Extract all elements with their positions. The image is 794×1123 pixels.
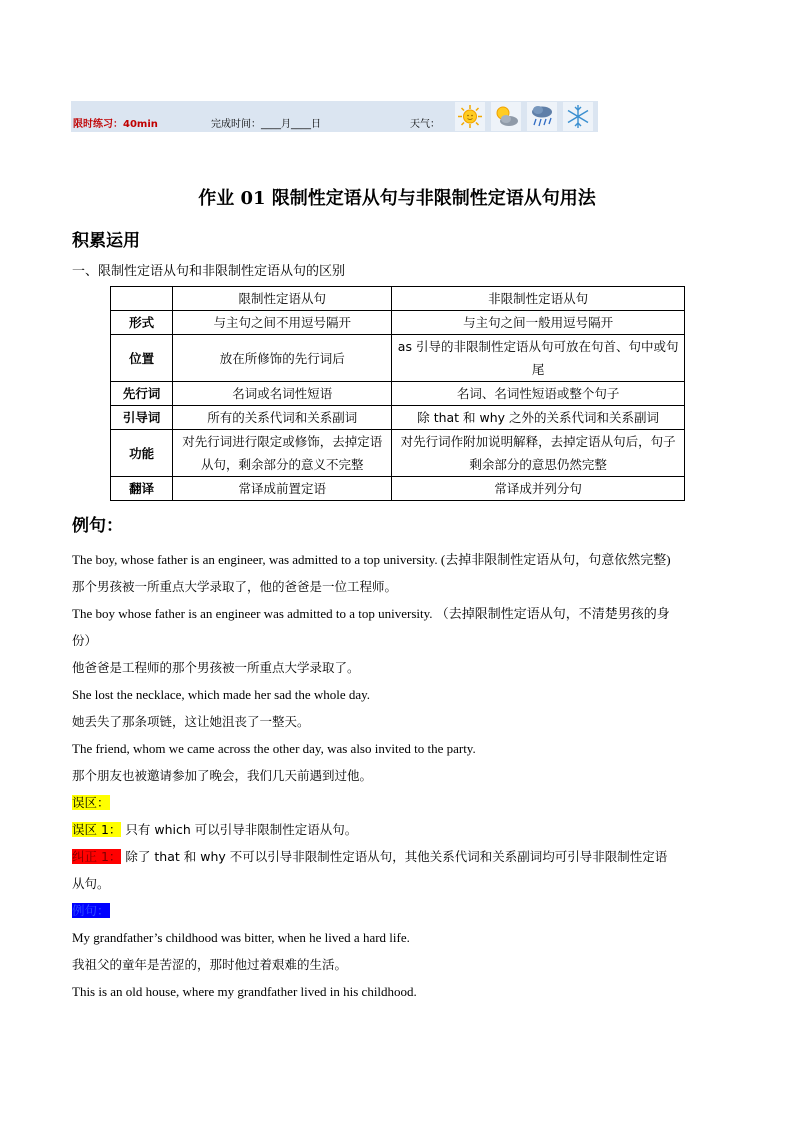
- example-sentence-en: My grandfather’s childhood was bitter, when he lived a hard life.: [72, 930, 410, 945]
- mistake-1-label: 误区 1：: [72, 822, 122, 837]
- example-sentence-en: The friend, whom we came across the other day, was also invited to the party.: [72, 741, 476, 756]
- row-header-cell: 功能: [111, 430, 173, 477]
- table-row: [111, 382, 685, 406]
- row-header-cell: 引导词: [111, 406, 173, 430]
- table-cell: 所有的关系代词和关系副词: [173, 406, 392, 430]
- table-header-row: [111, 287, 685, 311]
- header-bar: [71, 101, 598, 132]
- time-limit-label: 限时练习：40min: [73, 119, 158, 130]
- table-row: [111, 406, 685, 430]
- mistake-1-line: [72, 821, 357, 839]
- example-sentence-en: She lost the necklace, which made her sad the whole day.: [72, 687, 371, 702]
- example-sentence-en: This is an old house, where my grandfather lived in his childhood.: [72, 984, 417, 999]
- table-header-cell: [111, 287, 173, 311]
- table-caption: 一、限制性定语从句和非限制性定语从句的区别: [72, 264, 346, 279]
- table-row: [111, 430, 685, 477]
- row-header-cell: 翻译: [111, 477, 173, 501]
- table-cell: 除 that 和 why 之外的关系代词和关系副词: [392, 406, 685, 430]
- example-translation: 那个男孩被一所重点大学录取了，他的爸爸是一位工程师。: [72, 579, 398, 594]
- rain-icon[interactable]: [527, 102, 557, 131]
- example-label: 例句：: [72, 903, 110, 918]
- example-translation: 他爸爸是工程师的那个男孩被一所重点大学录取了。: [72, 660, 360, 675]
- mistake-1-text: 只有 which 可以引导非限制性定语从句。: [121, 822, 358, 837]
- table-cell: 对先行词作附加说明解释，去掉定语从句后，句子剩余部分的意思仍然完整: [392, 430, 685, 477]
- correction-1-cont: 从句。: [72, 876, 110, 891]
- example-sentence-en: The boy whose father is an engineer was admitted to a top university. （去掉限制性定语从句，不清楚男孩的身: [72, 606, 670, 621]
- table-header-cell: 限制性定语从句: [173, 287, 392, 311]
- example-translation: 我祖父的童年是苦涩的，那时他过着艰难的生活。: [72, 957, 348, 972]
- comparison-table: [110, 286, 685, 501]
- example-sentence-en: The boy, whose father is an engineer, was admitted to a top university. (去掉非限制性定语从句，句意依然完整): [72, 552, 671, 567]
- row-header-cell: 先行词: [111, 382, 173, 406]
- table-cell: 与主句之间不用逗号隔开: [173, 311, 392, 335]
- row-header-cell: 形式: [111, 311, 173, 335]
- row-header-cell: 位置: [111, 335, 173, 382]
- mistake-heading: [72, 794, 110, 812]
- correction-1-label: 纠正 1：: [72, 849, 122, 864]
- completion-time-label: 完成时间：____月____日: [211, 119, 321, 130]
- section-heading: 积累运用: [72, 231, 140, 251]
- partly-cloudy-icon[interactable]: [491, 102, 521, 131]
- table-cell: 名词或名词性短语: [173, 382, 392, 406]
- table-row: [111, 335, 685, 382]
- table-row: [111, 311, 685, 335]
- table-row: [111, 477, 685, 501]
- snowflake-icon[interactable]: [563, 102, 593, 131]
- correction-1-line: [72, 848, 667, 866]
- mistake-label: 误区：: [72, 795, 110, 810]
- table-header-cell: 非限制性定语从句: [392, 287, 685, 311]
- table-cell: 放在所修饰的先行词后: [173, 335, 392, 382]
- example-translation: 那个朋友也被邀请参加了晚会，我们几天前遇到过他。: [72, 768, 373, 783]
- examples-heading: 例句：: [72, 516, 123, 536]
- table-cell: 与主句之间一般用逗号隔开: [392, 311, 685, 335]
- table-cell: as 引导的非限制性定语从句可放在句首、句中或句尾: [392, 335, 685, 382]
- table-cell: 名词、名词性短语或整个句子: [392, 382, 685, 406]
- document-title: 作业 01 限制性定语从句与非限制性定语从句用法: [198, 188, 596, 209]
- table-cell: 常译成前置定语: [173, 477, 392, 501]
- example-label-line: [72, 902, 110, 920]
- table-cell: 常译成并列分句: [392, 477, 685, 501]
- example-translation: 她丢失了那条项链，这让她沮丧了一整天。: [72, 714, 310, 729]
- weather-label: 天气：: [410, 119, 440, 130]
- sunny-icon[interactable]: [455, 102, 485, 131]
- table-cell: 对先行词进行限定或修饰，去掉定语从句，剩余部分的意义不完整: [173, 430, 392, 477]
- correction-1-text: 除了 that 和 why 不可以引导非限制性定语从句，其他关系代词和关系副词均可引导非限制性定语: [121, 849, 668, 864]
- example-sentence-cont: 份）: [72, 633, 98, 648]
